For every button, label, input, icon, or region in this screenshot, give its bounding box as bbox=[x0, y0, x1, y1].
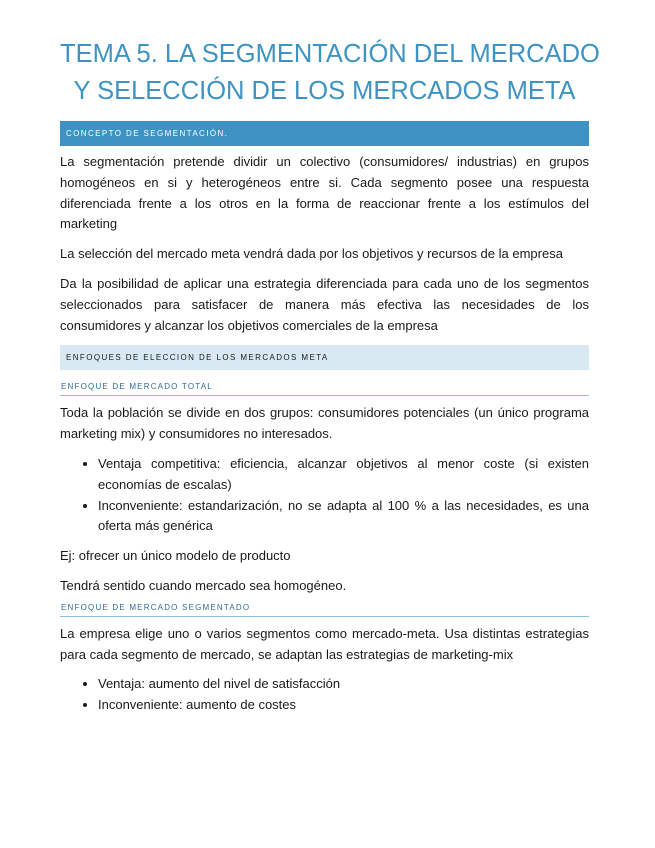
paragraph: Da la posibilidad de aplicar una estrategia diferenciada para cada uno de los segmentos seleccionados para satisfacer de manera más efectiva las necesidades de los consumidores y alcanzar los objetivos comerciales de la empresa bbox=[60, 275, 589, 333]
document-page bbox=[60, 36, 600, 725]
paragraph: La selección del mercado meta vendrá dada por los objetivos y recursos de la empresa bbox=[60, 246, 563, 262]
bullet-list bbox=[60, 454, 589, 537]
list-item: • Ventaja competitiva: eficiencia, alcanzar objetivos al menor coste (si existen economías de escalas) bbox=[98, 454, 589, 496]
bullet-list bbox=[60, 674, 589, 716]
title-line-2: Y SELECCIÓN DE LOS MERCADOS META bbox=[73, 77, 576, 105]
paragraph: Toda la población se divide en dos grupos: consumidores potenciales (un único programa marketing mix) y consumidores no interesados. bbox=[60, 405, 589, 442]
section-heading-enfoques: ENFOQUES DE ELECCION DE LOS MERCADOS META bbox=[60, 345, 589, 370]
title-line-1: TEMA 5. LA SEGMENTACIÓN DEL MERCADO bbox=[60, 40, 600, 68]
page-title bbox=[60, 36, 600, 110]
section-heading-concepto: CONCEPTO DE SEGMENTACIÓN. bbox=[60, 121, 589, 146]
list-item: • Inconveniente: estandarización, no se adapta al 100 % a las necesidades, es una oferta más genérica bbox=[98, 496, 589, 538]
paragraph: La empresa elige uno o varios segmentos como mercado-meta. Usa distintas estrategias para cada segmento de mercado, se adaptan las estrategias de marketing-mix bbox=[60, 625, 589, 662]
paragraph: Tendrá sentido cuando mercado sea homogéneo. bbox=[60, 577, 347, 593]
list-item: • Ventaja: aumento del nivel de satisfacción bbox=[98, 674, 589, 695]
subsection-heading-segmentado: ENFOQUE DE MERCADO SEGMENTADO bbox=[60, 603, 589, 617]
paragraph: Ej: ofrecer un único modelo de producto bbox=[60, 548, 291, 564]
subsection-heading-total: ENFOQUE DE MERCADO TOTAL bbox=[60, 382, 589, 396]
list-item: • Inconveniente: aumento de costes bbox=[98, 695, 589, 716]
paragraph: La segmentación pretende dividir un colectivo (consumidores/ industrias) en grupos homogéneos en si y heterogéneos entre si. Cada segmento posee una respuesta diferenciada frente a los otros en la forma de reaccionar frente a los estímulos del marketing bbox=[60, 154, 589, 232]
